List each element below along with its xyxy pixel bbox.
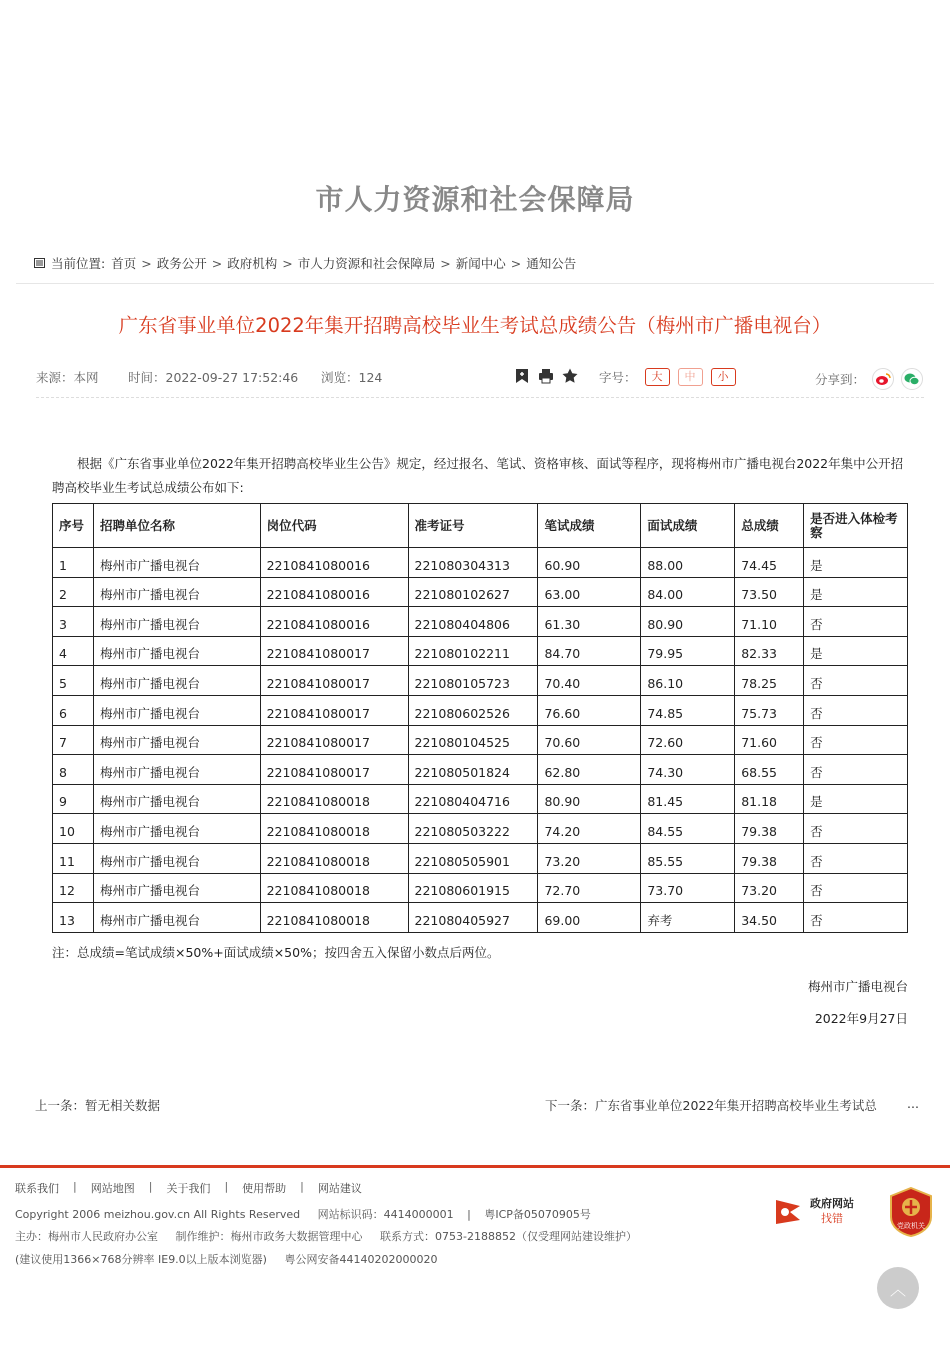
site-code: 网站标识码：4414000001 bbox=[317, 1208, 454, 1221]
gov-logo-line1: 政府网站 bbox=[810, 1197, 854, 1210]
party-badge-text: 党政机关 bbox=[897, 1222, 925, 1230]
table-cell: 73.70 bbox=[641, 873, 735, 903]
table-cell: 79.38 bbox=[735, 843, 804, 873]
table-cell: 梅州市广播电视台 bbox=[93, 873, 260, 903]
link-separator: | bbox=[73, 1180, 77, 1193]
table-cell: 梅州市广播电视台 bbox=[93, 666, 260, 696]
fontsize-large-button[interactable]: 大 bbox=[645, 368, 670, 386]
date: 2022年9月27日 bbox=[814, 1010, 908, 1026]
table-cell: 是 bbox=[804, 636, 908, 666]
breadcrumb bbox=[34, 254, 576, 272]
footer-accent-bar bbox=[0, 1165, 950, 1168]
table-cell: 69.00 bbox=[538, 903, 641, 933]
breadcrumb-item-bureau[interactable]: 市人力资源和社会保障局 bbox=[297, 256, 436, 271]
footer-link-sitemap[interactable]: 网站地图 bbox=[90, 1182, 135, 1195]
table-cell: 否 bbox=[804, 873, 908, 903]
table-cell: 78.25 bbox=[735, 666, 804, 696]
table-cell: 74.85 bbox=[641, 695, 735, 725]
share-label: 分享到： bbox=[815, 372, 866, 387]
table-cell: 74.45 bbox=[735, 548, 804, 578]
gov-website-error-report-logo[interactable] bbox=[772, 1192, 856, 1230]
table-cell: 74.30 bbox=[641, 755, 735, 785]
table-cell: 8 bbox=[53, 755, 94, 785]
table-cell: 221080102627 bbox=[408, 577, 538, 607]
table-cell: 60.90 bbox=[538, 548, 641, 578]
table-cell: 梅州市广播电视台 bbox=[93, 577, 260, 607]
table-cell: 2210841080017 bbox=[260, 695, 408, 725]
table-header: 准考证号 bbox=[408, 504, 538, 548]
table-body bbox=[53, 548, 908, 933]
table-header: 是否进入体检考察 bbox=[804, 504, 908, 548]
table-cell: 梅州市广播电视台 bbox=[93, 636, 260, 666]
table-cell: 88.00 bbox=[641, 548, 735, 578]
bookmark-icon[interactable] bbox=[513, 367, 531, 385]
fontsize-label: 字号： bbox=[599, 370, 637, 385]
table-cell: 梅州市广播电视台 bbox=[93, 725, 260, 755]
next-article-ellipsis: ... bbox=[907, 1096, 919, 1111]
footer-links bbox=[15, 1180, 362, 1196]
table-header: 序号 bbox=[53, 504, 94, 548]
table-row bbox=[53, 636, 908, 666]
table-cell: 2210841080017 bbox=[260, 755, 408, 785]
article-time: 时间：2022-09-27 17:52:46 bbox=[128, 370, 299, 385]
signature: 梅州市广播电视台 bbox=[807, 978, 908, 994]
weibo-icon[interactable] bbox=[872, 368, 894, 390]
back-to-top-button[interactable] bbox=[877, 1267, 919, 1309]
table-row bbox=[53, 843, 908, 873]
table-cell: 否 bbox=[804, 695, 908, 725]
table-row bbox=[53, 725, 908, 755]
party-gov-badge[interactable] bbox=[889, 1187, 933, 1237]
table-cell: 73.20 bbox=[735, 873, 804, 903]
link-separator: | bbox=[467, 1208, 471, 1221]
breadcrumb-prefix: 当前位置: bbox=[51, 256, 106, 271]
table-cell: 是 bbox=[804, 548, 908, 578]
breadcrumb-item-notices[interactable]: 通知公告 bbox=[526, 256, 577, 271]
table-cell: 1 bbox=[53, 548, 94, 578]
table-cell: 梅州市广播电视台 bbox=[93, 695, 260, 725]
table-row bbox=[53, 607, 908, 637]
table-cell: 61.30 bbox=[538, 607, 641, 637]
article-source: 来源：本网 bbox=[36, 370, 99, 385]
table-cell: 2210841080018 bbox=[260, 814, 408, 844]
table-cell: 221080503222 bbox=[408, 814, 538, 844]
table-cell: 81.45 bbox=[641, 784, 735, 814]
table-cell: 梅州市广播电视台 bbox=[93, 607, 260, 637]
table-cell: 7 bbox=[53, 725, 94, 755]
table-cell: 34.50 bbox=[735, 903, 804, 933]
table-cell: 70.60 bbox=[538, 725, 641, 755]
copyright: Copyright 2006 meizhou.gov.cn All Rights Reserved bbox=[15, 1208, 301, 1221]
table-cell: 221080601915 bbox=[408, 873, 538, 903]
breadcrumb-item-home[interactable]: 首页 bbox=[111, 256, 137, 271]
article-meta bbox=[36, 368, 924, 388]
table-cell: 2210841080018 bbox=[260, 784, 408, 814]
table-cell: 2 bbox=[53, 577, 94, 607]
table-cell: 9 bbox=[53, 784, 94, 814]
table-cell: 221080404806 bbox=[408, 607, 538, 637]
table-cell: 221080404716 bbox=[408, 784, 538, 814]
table-header: 招聘单位名称 bbox=[93, 504, 260, 548]
table-cell: 5 bbox=[53, 666, 94, 696]
icp-number[interactable]: 粤ICP备05070905号 bbox=[484, 1208, 591, 1221]
table-cell: 否 bbox=[804, 755, 908, 785]
footer-link-suggestions[interactable]: 网站建议 bbox=[317, 1182, 362, 1195]
table-cell: 2210841080016 bbox=[260, 607, 408, 637]
score-table bbox=[52, 503, 908, 933]
article-views: 浏览：124 bbox=[321, 370, 383, 385]
table-cell: 221080102211 bbox=[408, 636, 538, 666]
table-cell: 2210841080017 bbox=[260, 636, 408, 666]
footer-line-2 bbox=[15, 1228, 637, 1244]
table-cell: 2210841080016 bbox=[260, 577, 408, 607]
divider bbox=[16, 283, 934, 284]
table-cell: 否 bbox=[804, 725, 908, 755]
table-header: 岗位代码 bbox=[260, 504, 408, 548]
breadcrumb-separator: > bbox=[211, 255, 223, 271]
table-cell: 2210841080018 bbox=[260, 843, 408, 873]
prev-next-nav bbox=[35, 1096, 920, 1114]
table-cell: 221080501824 bbox=[408, 755, 538, 785]
table-cell: 74.20 bbox=[538, 814, 641, 844]
breadcrumb-item-open-government[interactable]: 政务公开 bbox=[156, 256, 207, 271]
footer-link-help[interactable]: 使用帮助 bbox=[242, 1182, 287, 1195]
table-row bbox=[53, 548, 908, 578]
gov-logo-icon bbox=[772, 1194, 806, 1228]
table-cell: 84.55 bbox=[641, 814, 735, 844]
table-cell: 72.70 bbox=[538, 873, 641, 903]
table-cell: 否 bbox=[804, 903, 908, 933]
contact: 联系方式：0753-2188852（仅受理网站建设维护） bbox=[380, 1230, 637, 1243]
divider bbox=[36, 397, 924, 398]
next-article-link[interactable]: 下一条：广东省事业单位2022年集开招聘高校毕业生考试总 bbox=[545, 1098, 877, 1113]
article-content bbox=[52, 452, 908, 1031]
table-cell: 221080505901 bbox=[408, 843, 538, 873]
table-row bbox=[53, 666, 908, 696]
browser-hint: (建议使用1366×768分辨率 IE9.0以上版本浏览器) bbox=[15, 1253, 267, 1266]
table-cell: 13 bbox=[53, 903, 94, 933]
link-separator: | bbox=[300, 1180, 304, 1193]
table-cell: 221080304313 bbox=[408, 548, 538, 578]
table-cell: 80.90 bbox=[538, 784, 641, 814]
site-title: 市人力资源和社会保障局 bbox=[315, 183, 635, 216]
table-cell: 梅州市广播电视台 bbox=[93, 903, 260, 933]
table-cell: 3 bbox=[53, 607, 94, 637]
table-cell: 11 bbox=[53, 843, 94, 873]
table-cell: 梅州市广播电视台 bbox=[93, 755, 260, 785]
table-cell: 81.18 bbox=[735, 784, 804, 814]
footer-line-1 bbox=[15, 1206, 591, 1222]
table-cell: 2210841080017 bbox=[260, 725, 408, 755]
table-cell: 86.10 bbox=[641, 666, 735, 696]
fontsize-medium-button[interactable]: 中 bbox=[678, 368, 703, 386]
table-row bbox=[53, 784, 908, 814]
table-cell: 是 bbox=[804, 577, 908, 607]
table-cell: 梅州市广播电视台 bbox=[93, 784, 260, 814]
footer-link-contact[interactable]: 联系我们 bbox=[15, 1182, 59, 1195]
breadcrumb-item-news-center[interactable]: 新闻中心 bbox=[455, 256, 506, 271]
star-icon[interactable] bbox=[561, 367, 579, 385]
table-header: 面试成绩 bbox=[641, 504, 735, 548]
breadcrumb-separator: > bbox=[141, 255, 152, 271]
table-cell: 2210841080018 bbox=[260, 873, 408, 903]
table-cell: 82.33 bbox=[735, 636, 804, 666]
table-header: 笔试成绩 bbox=[538, 504, 641, 548]
link-separator: | bbox=[148, 1180, 153, 1193]
host: 主办：梅州市人民政府办公室 bbox=[15, 1230, 158, 1243]
table-cell: 2210841080016 bbox=[260, 548, 408, 578]
breadcrumb-separator: > bbox=[510, 255, 522, 271]
table-cell: 221080602526 bbox=[408, 695, 538, 725]
prev-article-link[interactable]: 上一条：暂无相关数据 bbox=[35, 1098, 161, 1113]
breadcrumb-separator: > bbox=[282, 255, 293, 271]
table-row bbox=[53, 814, 908, 844]
table-cell: 70.40 bbox=[538, 666, 641, 696]
footer-line-3 bbox=[15, 1251, 437, 1267]
table-cell: 是 bbox=[804, 784, 908, 814]
table-header-row bbox=[53, 504, 908, 548]
table-cell: 否 bbox=[804, 814, 908, 844]
table-cell: 2210841080018 bbox=[260, 903, 408, 933]
wechat-icon[interactable] bbox=[901, 368, 923, 390]
gov-logo-line2: 找错 bbox=[821, 1212, 843, 1225]
table-cell: 221080105723 bbox=[408, 666, 538, 696]
footer-link-about[interactable]: 关于我们 bbox=[166, 1182, 211, 1195]
table-cell: 4 bbox=[53, 636, 94, 666]
breadcrumb-separator: > bbox=[440, 255, 451, 271]
print-icon[interactable] bbox=[537, 367, 555, 385]
table-row bbox=[53, 755, 908, 785]
intro-paragraph: 根据《广东省事业单位2022年集开招聘高校毕业生公告》规定，经过报名、笔试、资格审核、面试等程序，现将梅州市广播电视台2022年集中公开招聘高校毕业生考试总成绩公布如下: bbox=[52, 456, 904, 495]
table-cell: 否 bbox=[804, 607, 908, 637]
table-row bbox=[53, 577, 908, 607]
link-separator: | bbox=[224, 1180, 229, 1193]
table-cell: 84.00 bbox=[641, 577, 735, 607]
table-cell: 85.55 bbox=[641, 843, 735, 873]
fontsize-small-button[interactable]: 小 bbox=[711, 368, 736, 386]
table-row bbox=[53, 873, 908, 903]
table-cell: 梅州市广播电视台 bbox=[93, 843, 260, 873]
table-cell: 2210841080017 bbox=[260, 666, 408, 696]
chevron-up-icon: ︿ bbox=[889, 1279, 906, 1299]
table-cell: 63.00 bbox=[538, 577, 641, 607]
table-cell: 弃考 bbox=[641, 903, 735, 933]
table-cell: 72.60 bbox=[641, 725, 735, 755]
table-cell: 80.90 bbox=[641, 607, 735, 637]
note: 注：总成绩=笔试成绩×50%+面试成绩×50%；按四舍五入保留小数点后两位。 bbox=[52, 944, 500, 960]
table-cell: 79.38 bbox=[735, 814, 804, 844]
table-cell: 73.20 bbox=[538, 843, 641, 873]
table-row bbox=[53, 695, 908, 725]
table-cell: 76.60 bbox=[538, 695, 641, 725]
breadcrumb-item-gov-agencies[interactable]: 政府机构 bbox=[227, 256, 278, 271]
table-row bbox=[53, 903, 908, 933]
table-cell: 68.55 bbox=[735, 755, 804, 785]
table-cell: 221080405927 bbox=[408, 903, 538, 933]
table-cell: 12 bbox=[53, 873, 94, 903]
table-cell: 10 bbox=[53, 814, 94, 844]
table-cell: 梅州市广播电视台 bbox=[93, 814, 260, 844]
table-cell: 否 bbox=[804, 843, 908, 873]
table-cell: 75.73 bbox=[735, 695, 804, 725]
table-cell: 否 bbox=[804, 666, 908, 696]
table-cell: 79.95 bbox=[641, 636, 735, 666]
table-cell: 6 bbox=[53, 695, 94, 725]
table-cell: 84.70 bbox=[538, 636, 641, 666]
police-record[interactable]: 粤公网安备44140202000020 bbox=[284, 1253, 438, 1266]
table-cell: 71.10 bbox=[735, 607, 804, 637]
maintainer: 制作维护：梅州市政务大数据管理中心 bbox=[175, 1230, 363, 1243]
article-title: 广东省事业单位2022年集开招聘高校毕业生考试总成绩公告（梅州市广播电视台） bbox=[118, 314, 832, 337]
table-cell: 71.60 bbox=[735, 725, 804, 755]
table-cell: 221080104525 bbox=[408, 725, 538, 755]
table-cell: 62.80 bbox=[538, 755, 641, 785]
document-list-icon bbox=[34, 258, 45, 268]
table-cell: 73.50 bbox=[735, 577, 804, 607]
table-cell: 梅州市广播电视台 bbox=[93, 548, 260, 578]
table-header: 总成绩 bbox=[735, 504, 804, 548]
